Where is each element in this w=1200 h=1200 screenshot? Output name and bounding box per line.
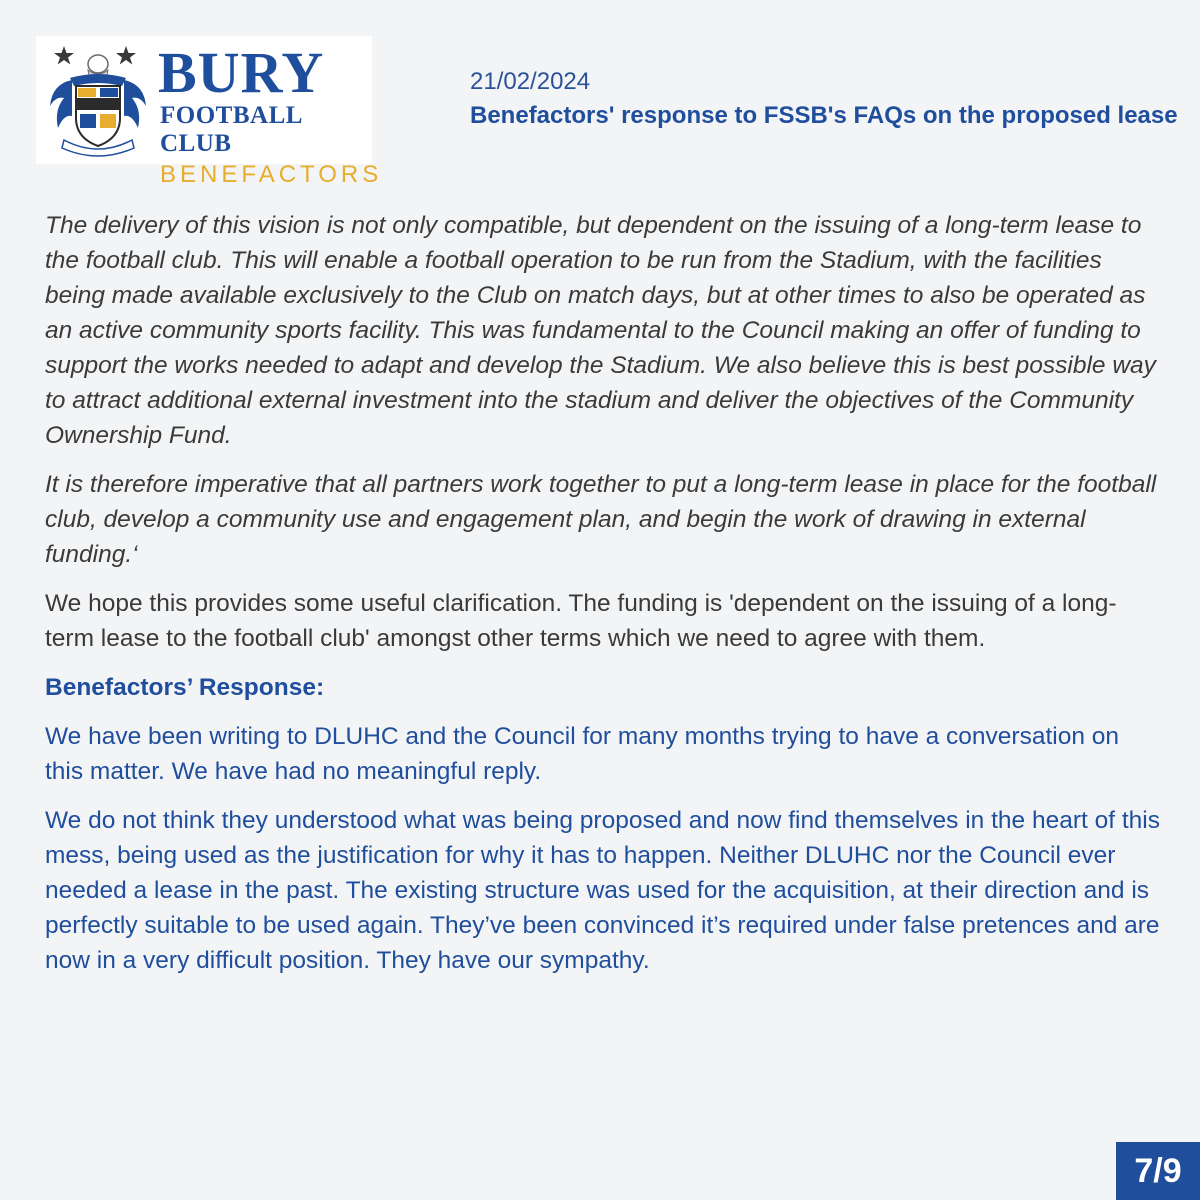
quoted-paragraph-1: The delivery of this vision is not only compatible, but dependent on the issuing of a long-term lease to the football club. This will enable a football operation to be run from the Stadium, with the facilities being made available exclusively to the Club on match days, but at other times to also be operated as an active community sports facility. This was fundamental to the Council making an offer of funding to support the works needed to adapt and develop the Stadium. We also believe this is best possible way to attract additional external investment into the stadium and deliver the objectives of the Community Ownership Fund. <box>45 212 1156 449</box>
quoted-paragraph-2: It is therefore imperative that all partners work together to put a long-term lease in place for the football club, develop a community use and engagement plan, and begin the work of drawing in external funding.‘ <box>45 471 1157 568</box>
club-crest-icon <box>42 40 154 160</box>
response-heading: Benefactors’ Response: <box>45 674 325 701</box>
logo-wordmark <box>158 40 383 188</box>
response-paragraph-1: We have been writing to DLUHC and the Council for many months trying to have a conversation on this matter. We have had no meaningful reply. <box>45 723 1120 785</box>
logo-football-club-text: FOOTBALL CLUB <box>160 102 302 157</box>
club-logo <box>36 36 383 188</box>
clarification-paragraph: We hope this provides some useful clarification. The funding is 'dependent on the issuing of a long-term lease to the football club' amongst other terms which we need to agree with them. <box>45 590 1117 652</box>
star-icon <box>116 46 136 65</box>
document-title: Benefactors' response to FSSB's FAQs on the proposed lease <box>470 102 1178 129</box>
logo-benefactors-text: BENEFACTORS <box>160 161 383 188</box>
document-date: 21/02/2024 <box>470 68 591 95</box>
logo-bury-text: BURY <box>158 40 325 105</box>
star-icon <box>54 46 74 65</box>
document-body <box>45 208 1160 992</box>
page-indicator-badge: 7/9 <box>1116 1142 1200 1200</box>
response-paragraph-2: We do not think they understood what was being proposed and now find themselves in the heart of this mess, being used as the justification for why it has to happen. Neither DLUHC nor the Council ever needed a lease in the past. The existing structure was used for the acquisition, at their direction and is perfectly suitable to be used again. They’ve been convinced it’s required under false pretences and are now in a very difficult position. They have our sympathy. <box>45 807 1160 974</box>
